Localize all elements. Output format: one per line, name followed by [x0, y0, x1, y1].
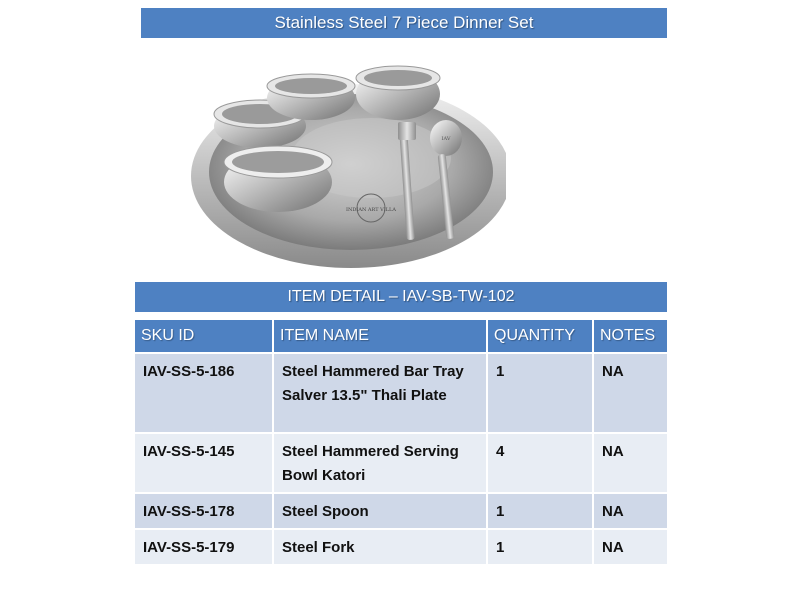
column-header-sku: SKU ID: [135, 320, 273, 353]
cell-quantity: 1: [487, 493, 593, 529]
cell-notes: NA: [593, 353, 667, 433]
table-header-row: [135, 320, 667, 353]
cell-quantity: 4: [487, 433, 593, 493]
column-header-quantity: QUANTITY: [487, 320, 593, 353]
cell-quantity: 1: [487, 529, 593, 564]
column-header-notes: NOTES: [593, 320, 667, 353]
cell-notes: NA: [593, 529, 667, 564]
column-header-item-name: ITEM NAME: [273, 320, 487, 353]
cell-item-name: Steel Spoon: [273, 493, 487, 529]
cell-notes: NA: [593, 493, 667, 529]
cell-sku: IAV-SS-5-178: [135, 493, 273, 529]
table-row: [135, 433, 667, 493]
cell-sku: IAV-SS-5-186: [135, 353, 273, 433]
svg-text:INDIAN ART VILLA: INDIAN ART VILLA: [346, 207, 396, 213]
cell-item-name: Steel Hammered Serving Bowl Katori: [273, 433, 487, 493]
item-detail-banner: ITEM DETAIL – IAV-SB-TW-102: [135, 282, 667, 312]
cell-sku: IAV-SS-5-145: [135, 433, 273, 493]
table-row: [135, 493, 667, 529]
table-row: [135, 353, 667, 433]
svg-text:IAV: IAV: [441, 136, 451, 142]
cell-sku: IAV-SS-5-179: [135, 529, 273, 564]
cell-notes: NA: [593, 433, 667, 493]
cell-quantity: 1: [487, 353, 593, 433]
title-banner: Stainless Steel 7 Piece Dinner Set: [141, 8, 667, 38]
bowl-back-right: [356, 66, 440, 120]
bowl-back-center: [267, 74, 355, 120]
item-table: [135, 320, 667, 564]
table-row: [135, 529, 667, 564]
cell-item-name: Steel Fork: [273, 529, 487, 564]
product-photo: [186, 58, 506, 270]
cell-item-name: Steel Hammered Bar Tray Salver 13.5" Thali Plate: [273, 353, 487, 433]
bowl-front: [224, 146, 332, 212]
